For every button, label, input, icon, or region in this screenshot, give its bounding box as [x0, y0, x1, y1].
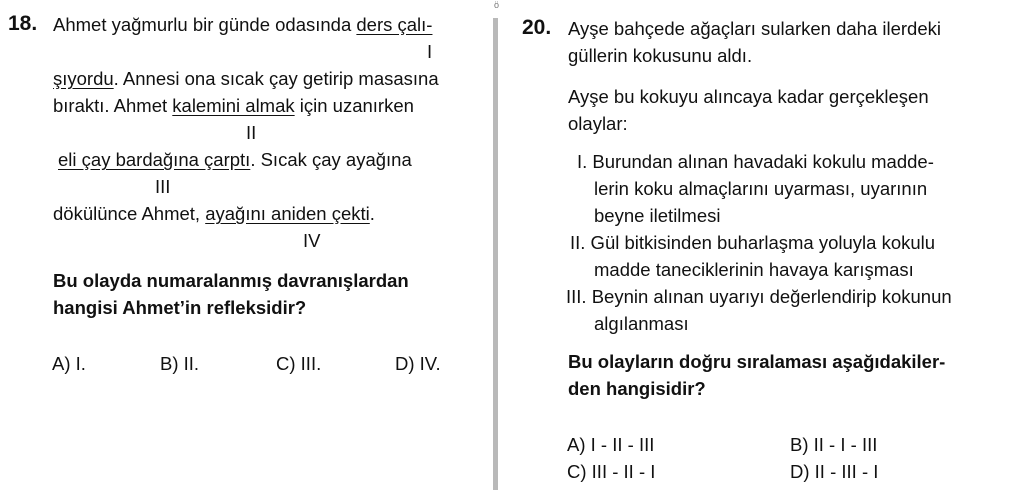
column-divider	[493, 18, 498, 490]
behavior-4: ayağını aniden çekti	[205, 203, 370, 224]
behavior-1-cont: şıyordu	[53, 68, 114, 89]
q18-prompt-line-2: hangisi Ahmet’in refleksidir?	[53, 297, 307, 318]
option-c[interactable]: C) III.	[276, 353, 322, 374]
behavior-1: ders çalı-	[356, 14, 433, 35]
option-a[interactable]: A) I.	[52, 353, 86, 374]
q18-line-2: şıyordu. Annesi ona sıcak çay getirip masasına	[53, 68, 439, 89]
behavior-3: eli çay bardağına çarptı	[58, 149, 251, 170]
q18-line-3: bıraktı. Ahmet kalemini almak için uzanırken	[53, 95, 414, 116]
q18-line-1: Ahmet yağmurlu bir günde odasında ders çalı-	[53, 14, 433, 35]
q18-line-4: eli çay bardağına çarptı. Sıcak çay ayağına	[58, 149, 412, 170]
question-number: 18.	[8, 12, 38, 35]
q20-line-4: olaylar:	[568, 113, 628, 134]
option-d[interactable]: D) II - III - I	[790, 461, 879, 482]
option-a[interactable]: A) I - II - III	[567, 434, 655, 455]
item-I-line-1: I. Burundan alınan havadaki kokulu madde-	[577, 151, 934, 172]
marker-III: III	[155, 176, 171, 197]
q20-prompt-line-1: Bu olayların doğru sıralaması aşağıdakiler-	[568, 351, 946, 372]
item-I-line-2: lerin koku almaçlarını uyarması, uyarının	[594, 178, 928, 199]
marker-II: II	[246, 122, 257, 143]
divider-marker: ö	[494, 0, 500, 10]
item-I-line-3: beyne iletilmesi	[594, 205, 721, 226]
behavior-2: kalemini almak	[172, 95, 295, 116]
q20-line-1: Ayşe bahçede ağaçları sularken daha ilerdeki	[568, 18, 941, 39]
item-III-line-2: algılanması	[594, 313, 689, 334]
item-II-line-2: madde taneciklerinin havaya karışması	[594, 259, 914, 280]
option-b[interactable]: B) II - I - III	[790, 434, 878, 455]
q18-prompt-line-1: Bu olayda numaralanmış davranışlardan	[53, 270, 409, 291]
question-number: 20.	[522, 16, 552, 39]
option-b[interactable]: B) II.	[160, 353, 200, 374]
q20-line-3: Ayşe bu kokuyu alıncaya kadar gerçekleşen	[568, 86, 929, 107]
q20-line-2: güllerin kokusunu aldı.	[568, 45, 753, 66]
item-III-line-1: III. Beynin alınan uyarıyı değerlendirip kokunun	[566, 286, 952, 307]
q20-prompt-line-2: den hangisidir?	[568, 378, 706, 399]
marker-I: I	[427, 41, 433, 62]
item-II-line-1: II. Gül bitkisinden buharlaşma yoluyla kokulu	[570, 232, 936, 253]
q18-line-5: dökülünce Ahmet, ayağını aniden çekti.	[53, 203, 375, 224]
option-d[interactable]: D) IV.	[395, 353, 441, 374]
option-c[interactable]: C) III - II - I	[567, 461, 656, 482]
marker-IV: IV	[303, 230, 321, 251]
